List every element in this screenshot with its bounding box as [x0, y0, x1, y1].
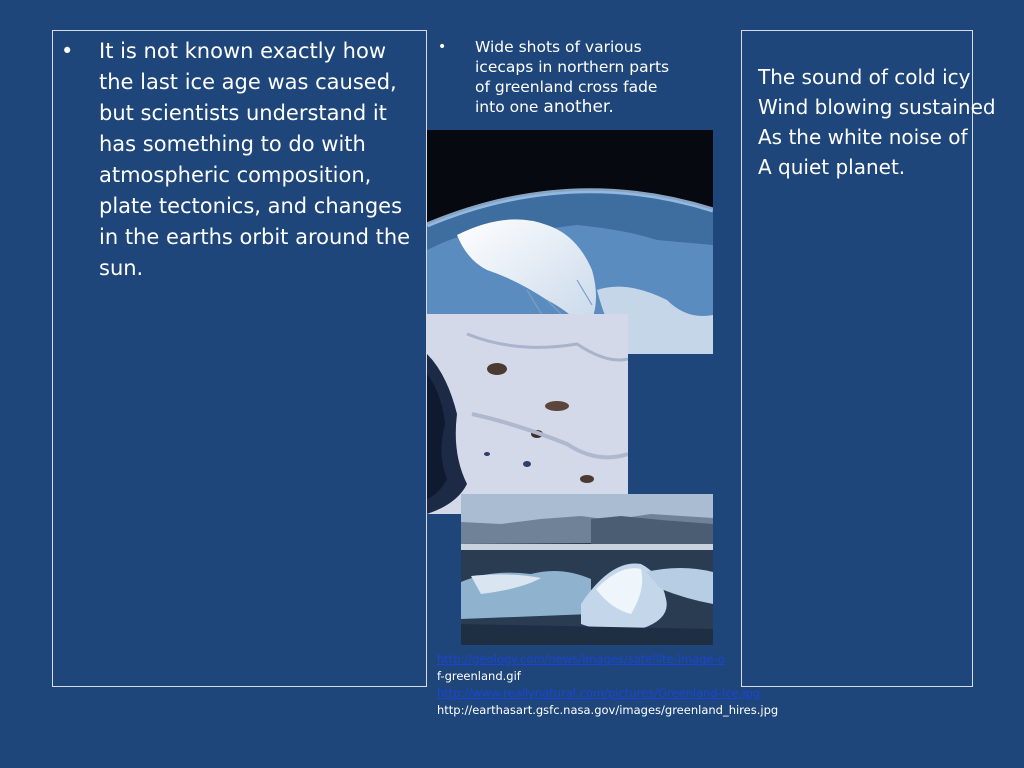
- shot-description: [475, 37, 685, 117]
- ice-age-cause-text: It is not known exactly how the last ice age was caused, but scientists understand it has something to do with atmospheric composition, plate tectonics, and changes in the earths orbit around the sun.: [99, 39, 411, 280]
- bullet-marker: •: [61, 39, 74, 63]
- credit-line-continuation: f-greenland.gif: [437, 669, 521, 683]
- poem-line: A quiet planet.: [758, 155, 906, 179]
- icebergs-image: [461, 494, 713, 645]
- ice-field-satellite-image: [427, 314, 628, 514]
- icebergs-photo: [461, 494, 713, 645]
- poem-text: [758, 62, 1018, 182]
- image-credits: [437, 651, 797, 719]
- shot-description-end: another.: [543, 97, 614, 117]
- credit-link-geology[interactable]: http://geology.com/news/images/satellite-image-o: [437, 652, 725, 666]
- poem-line: Wind blowing sustained: [758, 95, 996, 119]
- poem-line: The sound of cold icy: [758, 65, 971, 89]
- poem-line: As the white noise of: [758, 125, 968, 149]
- credit-line-nasa: http://earthasart.gsfc.nasa.gov/images/greenland_hires.jpg: [437, 703, 779, 717]
- bullet-marker: •: [438, 39, 447, 55]
- credit-link-reallynatural[interactable]: http://www.reallynatural.com/pictures/Greenland-Ice.jpg: [437, 686, 761, 700]
- ice-field-satellite-photo: [427, 314, 628, 514]
- shot-description-text: Wide shots of various icecaps in northern parts of greenland cross fade into one: [475, 38, 670, 116]
